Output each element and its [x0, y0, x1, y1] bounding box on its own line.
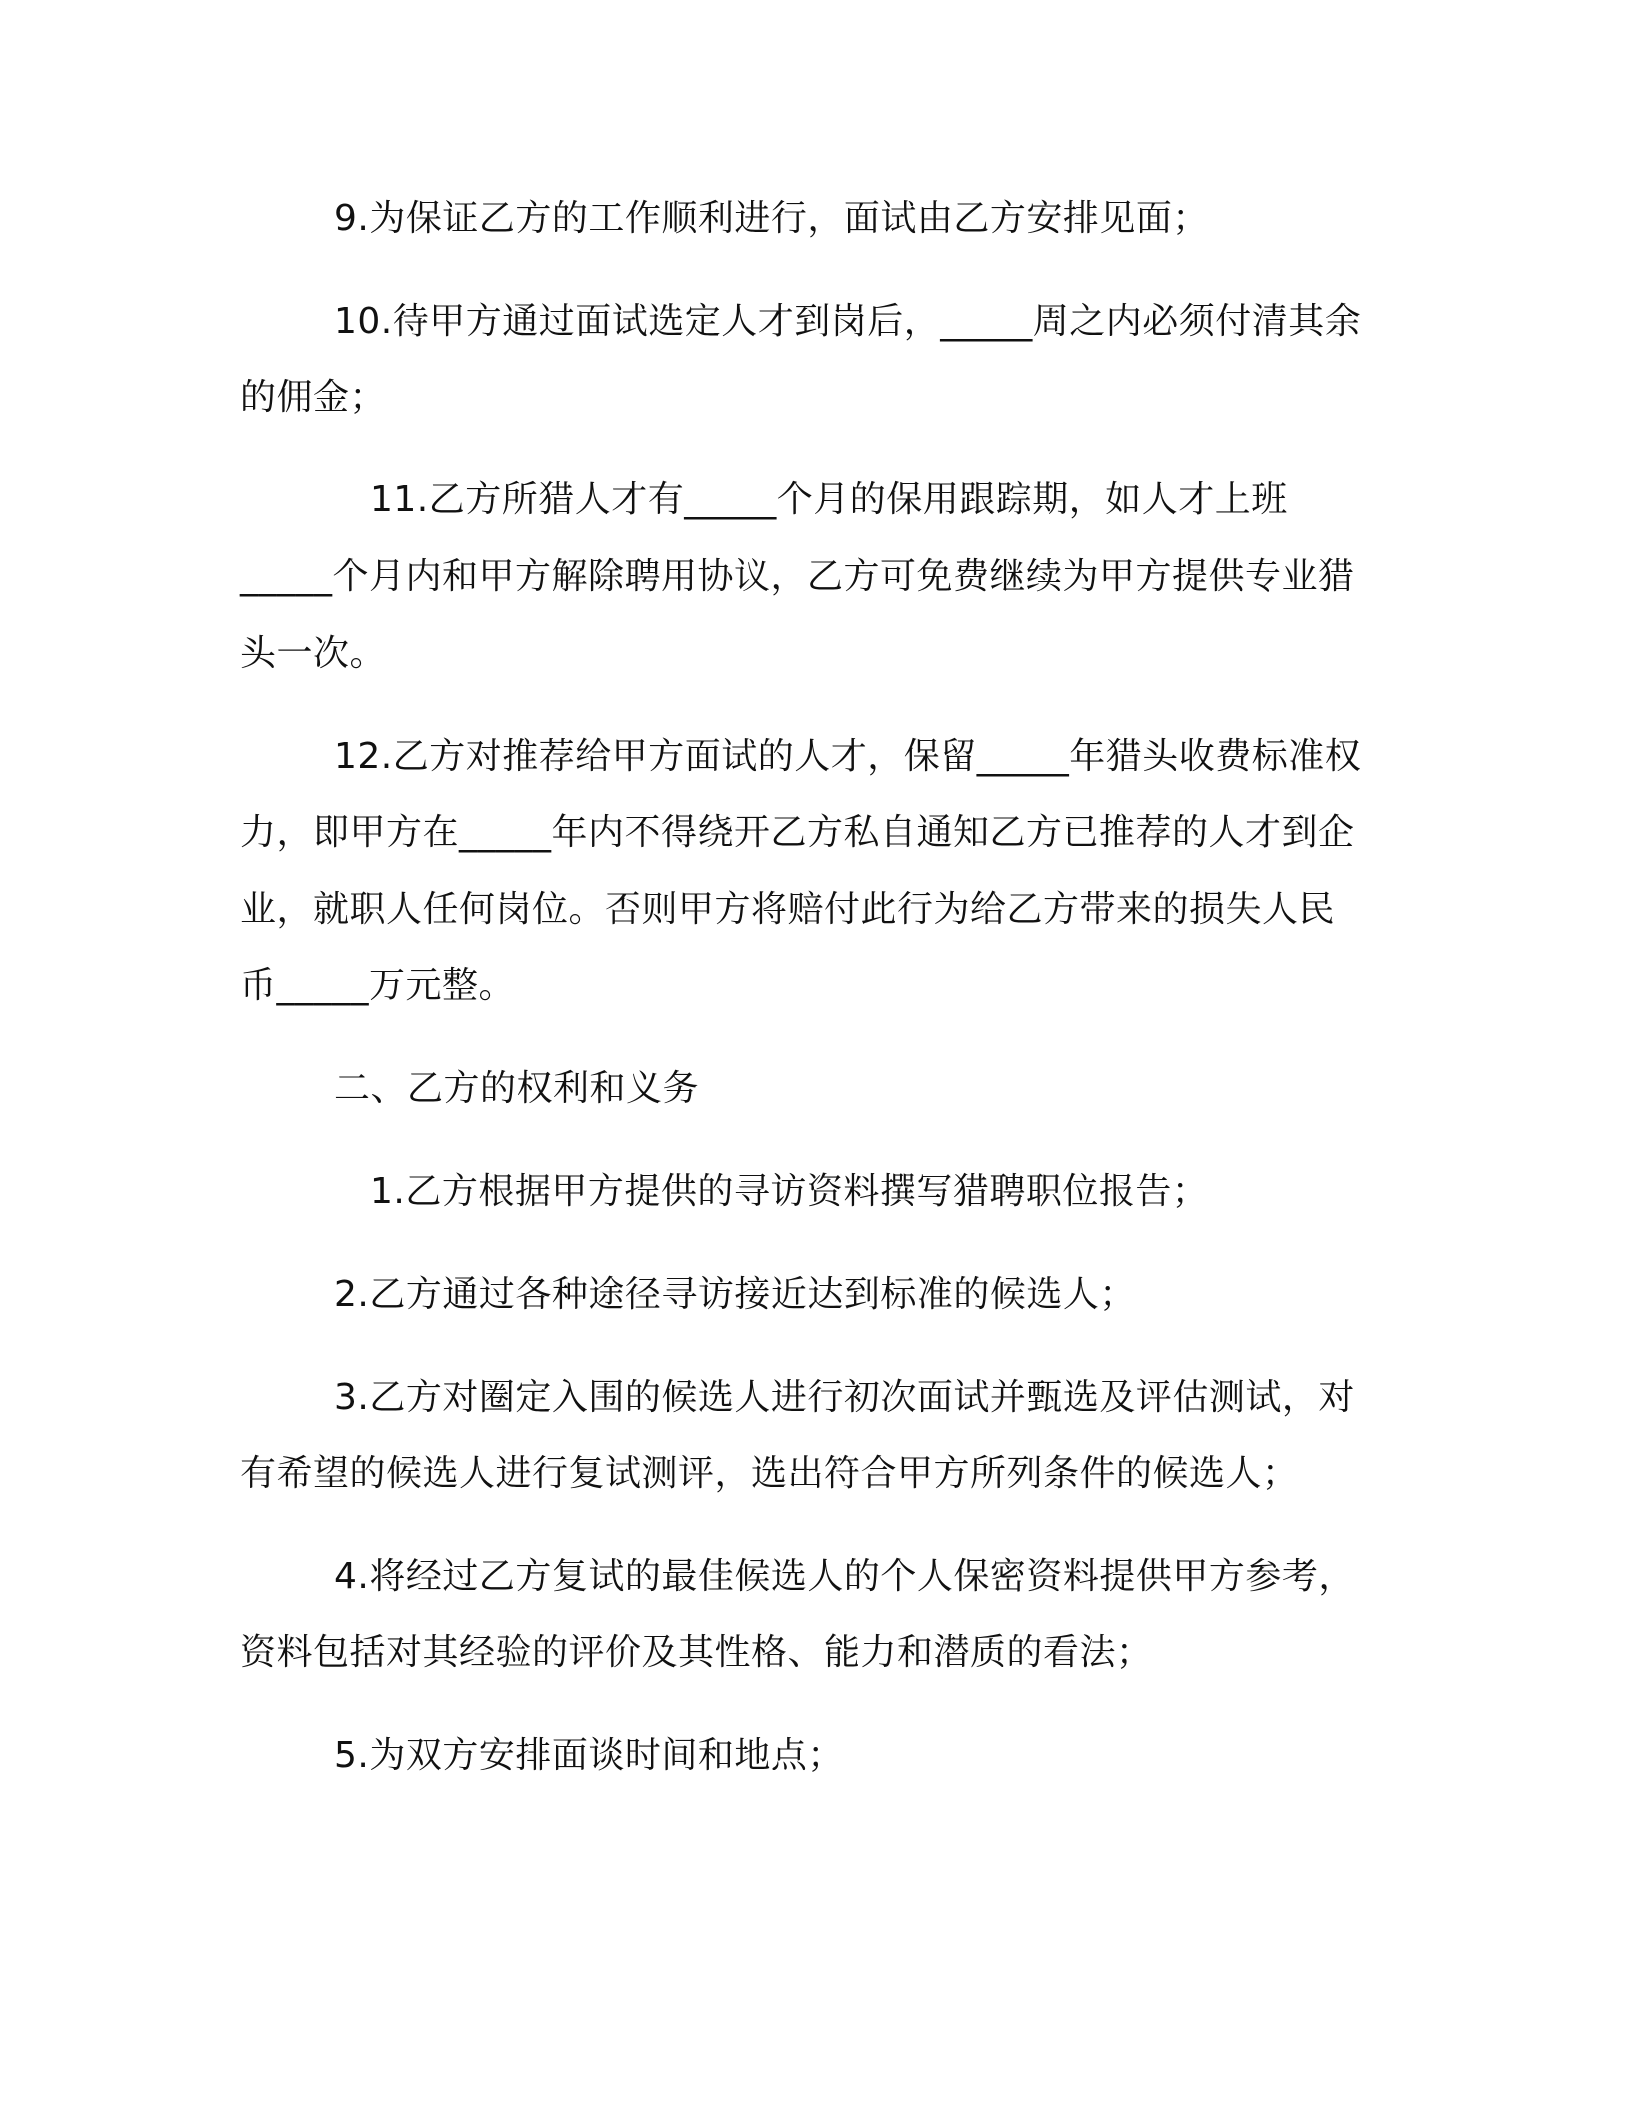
paragraph-item-12-line-2: 力，即甲方在_____年内不得绕开乙方私自通知乙方已推荐的人才到企 [240, 812, 1355, 853]
paragraph-item-1: 1.乙方根据甲方提供的寻访资料撰写猎聘职位报告； [370, 1171, 1209, 1212]
paragraph-item-11-line-3: 头一次。 [240, 633, 387, 674]
paragraph-item-2: 2.乙方通过各种途径寻访接近达到标准的候选人； [334, 1274, 1136, 1315]
paragraph-item-12-line-1: 12.乙方对推荐给甲方面试的人才，保留_____年猎头收费标准权 [334, 736, 1362, 777]
paragraph-item-3-line-1: 3.乙方对圈定入围的候选人进行初次面试并甄选及评估测试，对 [334, 1377, 1355, 1418]
paragraph-item-11-line-1: 11.乙方所猎人才有_____个月的保用跟踪期，如人才上班 [370, 479, 1288, 520]
paragraph-item-10-line-1: 10.待甲方通过面试选定人才到岗后，_____周之内必须付清其余 [334, 301, 1362, 342]
paragraph-item-10-line-2: 的佣金； [240, 377, 387, 418]
paragraph-item-4-line-1: 4.将经过乙方复试的最佳候选人的个人保密资料提供甲方参考， [334, 1556, 1355, 1597]
paragraph-item-12-line-3: 业，就职人任何岗位。否则甲方将赔付此行为给乙方带来的损失人民 [240, 889, 1336, 930]
paragraph-item-12-line-4: 币_____万元整。 [240, 965, 516, 1006]
paragraph-item-4-line-2: 资料包括对其经验的评价及其性格、能力和潜质的看法； [240, 1632, 1153, 1673]
paragraph-item-9: 9.为保证乙方的工作顺利进行，面试由乙方安排见面； [334, 198, 1209, 239]
paragraph-item-5: 5.为双方安排面谈时间和地点； [334, 1735, 844, 1776]
paragraph-item-3-line-2: 有希望的候选人进行复试测评，选出符合甲方所列条件的候选人； [240, 1453, 1299, 1494]
paragraph-item-11-line-2: _____个月内和甲方解除聘用协议，乙方可免费继续为甲方提供专业猎 [240, 556, 1355, 597]
section-heading: 二、乙方的权利和义务 [334, 1068, 700, 1109]
